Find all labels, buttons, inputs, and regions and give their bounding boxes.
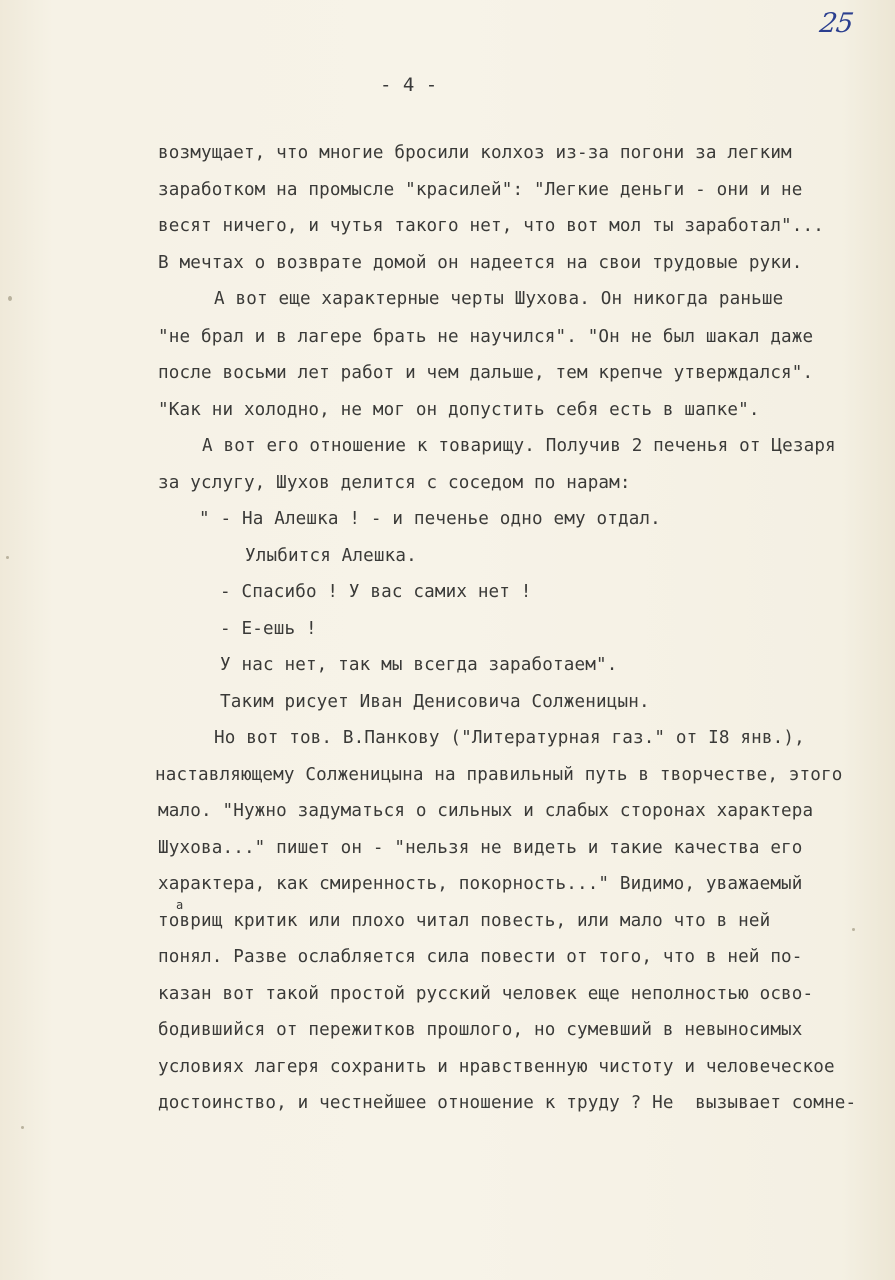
text-line: возмущает, что многие бросили колхоз из-за погони за легким bbox=[158, 143, 792, 163]
text-line: понял. Разве ослабляется сила повести от того, что в ней по- bbox=[158, 947, 803, 967]
text-line: - Е-ешь ! bbox=[220, 619, 317, 639]
text-line: условиях лагеря сохранить и нравственную чистоту и человеческое bbox=[158, 1057, 835, 1077]
paper-speck bbox=[6, 556, 9, 559]
text-line: А вот его отношение к товарищу. Получив 2 печенья от Цезаря bbox=[202, 436, 836, 456]
text-line: Улыбится Алешка. bbox=[245, 546, 417, 566]
text-line: бодившийся от пережитков прошлого, но сумевший в невыносимых bbox=[158, 1020, 803, 1040]
text-line: - Спасибо ! У вас самих нет ! bbox=[220, 582, 532, 602]
text-line: У нас нет, так мы всегда заработаем". bbox=[220, 655, 618, 675]
text-line: за услугу, Шухов делится с соседом по нарам: bbox=[158, 473, 631, 493]
text-line: Таким рисует Иван Денисовича Солженицын. bbox=[220, 692, 650, 712]
paper-speck bbox=[852, 928, 855, 931]
text-line: В мечтах о возврате домой он надеется на свои трудовые руки. bbox=[158, 253, 803, 273]
text-line: казан вот такой простой русский человек еще неполностью осво- bbox=[158, 984, 814, 1004]
page-number: - 4 - bbox=[380, 74, 438, 96]
text-line: Шухова..." пишет он - "нельзя не видеть и такие качества его bbox=[158, 838, 803, 858]
text-line: достоинство, и честнейшее отношение к труду ? Не вызывает сомне- bbox=[158, 1093, 857, 1113]
handwritten-correction: а bbox=[176, 898, 184, 912]
text-line: после восьми лет работ и чем дальше, тем крепче утверждался". bbox=[158, 363, 814, 383]
text-line: "не брал и в лагере брать не научился". "Он не был шакал даже bbox=[158, 327, 814, 347]
archive-page-number: 25 bbox=[817, 8, 855, 39]
paper-speck bbox=[8, 296, 12, 301]
text-line: характера, как смиренность, покорность..." Видимо, уважаемый bbox=[158, 874, 803, 894]
text-line: наставляющему Солженицына на правильный путь в творчестве, этого bbox=[155, 765, 843, 785]
text-line: Но вот тов. В.Панкову ("Литературная газ." от I8 янв.), bbox=[214, 728, 805, 748]
text-line: мало. "Нужно задуматься о сильных и слабых сторонах характера bbox=[158, 801, 814, 821]
text-line: "Как ни холодно, не мог он допустить себя есть в шапке". bbox=[158, 400, 760, 420]
text-line: весят ничего, и чутья такого нет, что вот мол ты заработал"... bbox=[158, 216, 825, 236]
text-line: товрищ критик или плохо читал повесть, или мало что в ней bbox=[158, 911, 771, 931]
text-line: заработком на промысле "красилей": "Легкие деньги - они и не bbox=[158, 180, 803, 200]
paper-speck bbox=[21, 1126, 24, 1129]
text-line: А вот еще характерные черты Шухова. Он никогда раньше bbox=[214, 289, 784, 309]
text-line: " - На Алешка ! - и печенье одно ему отдал. bbox=[199, 509, 661, 529]
